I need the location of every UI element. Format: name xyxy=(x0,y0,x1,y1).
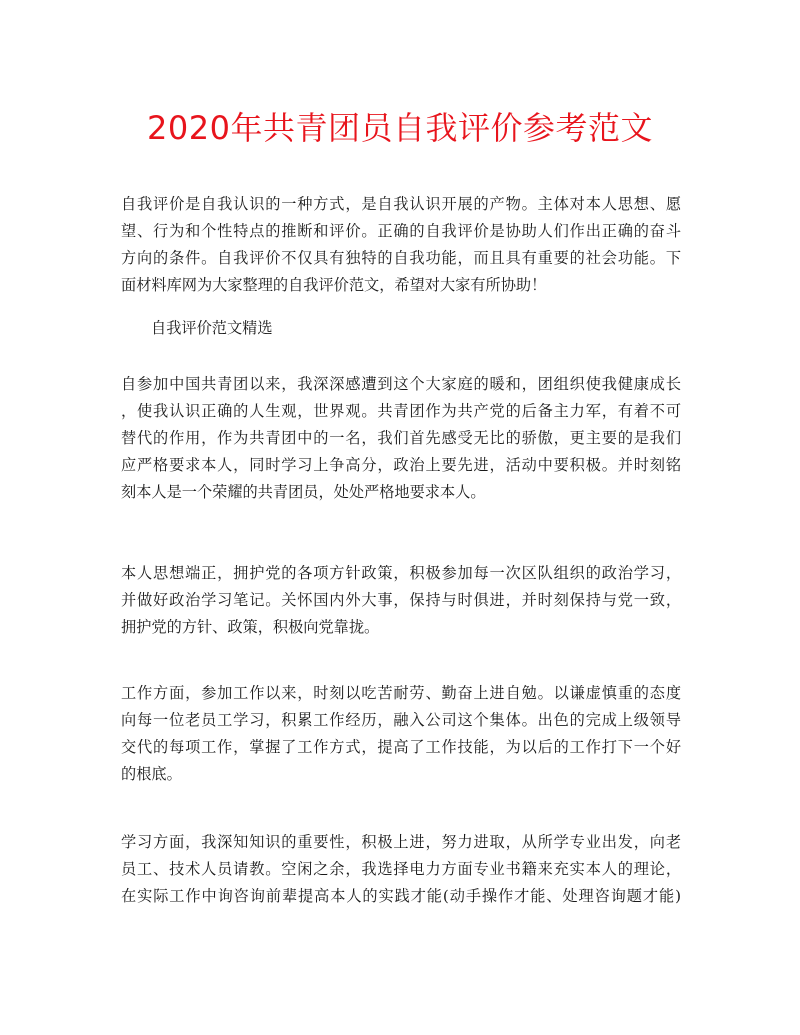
paragraph-line: 拥护党的方针、政策，积极向党靠拢。 xyxy=(121,618,380,636)
paragraph-line: 员工、技术人员请教。空闲之余，我选择电力方面专业书籍来充实本人的理论， xyxy=(121,860,681,878)
paragraph-line: 并做好政治学习笔记。关怀国内外大事，保持与时俱进，并时刻保持与党一致， xyxy=(121,591,681,609)
paragraph-line: 在实际工作中询咨询前辈提高本人的实践才能(动手操作才能、处理咨询题才能) xyxy=(121,887,681,905)
paragraph-line: 望、行为和个性特点的推断和评价。正确的自我评价是协助人们作出正确的奋斗 xyxy=(121,222,681,240)
paragraph-line: 替代的作用，作为共青团中的一名，我们首先感受无比的骄傲，更主要的是我们 xyxy=(121,429,681,447)
paragraph-4 xyxy=(121,829,681,910)
paragraph-line: 工作方面，参加工作以来，时刻以吃苦耐劳、勤奋上进自勉。以谦虚慎重的态度 xyxy=(121,684,681,702)
paragraph-line: 应严格要求本人，同时学习上争高分，政治上要先进，活动中要积极。并时刻铭 xyxy=(121,456,681,474)
paragraph-line: 学习方面，我深知知识的重要性，积极上进，努力进取，从所学专业出发，向老 xyxy=(121,833,681,851)
paragraph-3 xyxy=(121,680,681,788)
intro-paragraph xyxy=(121,191,681,299)
paragraph-line: 本人思想端正，拥护党的各项方针政策，积极参加每一次区队组织的政治学习， xyxy=(121,564,681,582)
paragraph-line: 面材料库网为大家整理的自我评价范文，希望对大家有所协助！ xyxy=(121,276,547,294)
paragraph-line: 自参加中国共青团以来，我深深感遭到这个大家庭的暖和，团组织使我健康成长 xyxy=(121,375,681,393)
paragraph-line: 方向的条件。自我评价不仅具有独特的自我功能，而且具有重要的社会功能。下 xyxy=(121,249,681,267)
paragraph-2 xyxy=(121,560,681,641)
paragraph-line: ，使我认识正确的人生观，世界观。共青团作为共产党的后备主力军，有着不可 xyxy=(121,402,681,420)
paragraph-line: 刻本人是一个荣耀的共青团员，处处严格地要求本人。 xyxy=(121,483,486,501)
section-subheading: 自我评价范文精选 xyxy=(151,319,273,337)
paragraph-line: 交代的每项工作，掌握了工作方式，提高了工作技能，为以后的工作打下一个好 xyxy=(121,738,681,756)
paragraph-line: 向每一位老员工学习，积累工作经历，融入公司这个集体。出色的完成上级领导 xyxy=(121,711,681,729)
document-title: 2020年共青团员自我评价参考范文 xyxy=(147,109,653,147)
paragraph-line: 自我评价是自我认识的一种方式，是自我认识开展的产物。主体对本人思想、愿 xyxy=(121,195,681,213)
paragraph-1 xyxy=(121,371,681,506)
paragraph-line: 的根底。 xyxy=(121,765,182,783)
